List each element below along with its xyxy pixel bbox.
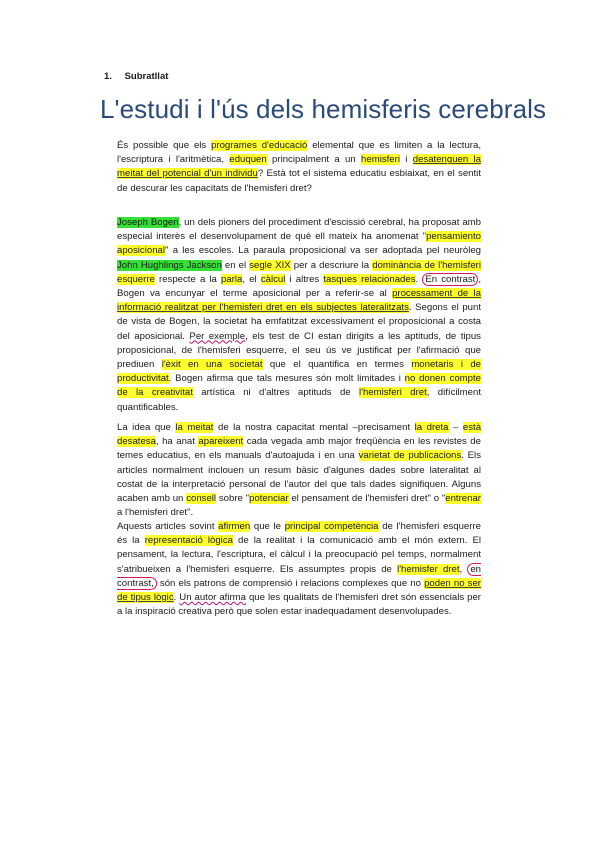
marked-text: l'èxit en una societat: [161, 359, 263, 371]
text-run: ? Està tot el sistema educatiu esbiaixat, en el sentit de descurar les capacitats de l'hemisferi dret?: [117, 168, 481, 194]
marked-text: l'hemisferi dret: [359, 387, 427, 399]
text-run: elemental que es limiten a la lectura, l'escriptura i l'aritmètica,: [117, 140, 482, 166]
text-run: i altres: [285, 273, 324, 285]
text-run: , els test de CI estan dirigits a les aptituds, de tipus proposicional, de l'hemisferi esquerre, el seu ús ve justificat per l'afirmació que prediuen: [117, 330, 481, 371]
text-run: per a descriure la: [290, 259, 373, 271]
text-run: sobre ": [216, 493, 250, 505]
marked-text: en contrast,: [117, 563, 481, 589]
marked-text: poden no ser de tipus lògic: [117, 577, 481, 604]
text-run: i: [399, 154, 413, 166]
marked-text: processament de la informació realitzat per l'hemisferi dret en els subjectes lateralitzats: [117, 288, 481, 314]
text-run: .: [173, 592, 180, 604]
marked-text: desatenguen la meitat del potencial d'un individu: [117, 154, 481, 180]
text-run: . Bogen afirma que tals mesures són molt limitades i: [168, 373, 405, 385]
marked-text: no donen compte de la creativitat: [117, 373, 481, 399]
document-title: L'estudi i l'ús dels hemisferis cerebrals: [100, 94, 547, 124]
marked-text: la meitat: [175, 422, 214, 433]
marked-text: principal competència: [284, 521, 379, 532]
marked-text: parla: [221, 273, 243, 285]
marked-text: potenciar: [249, 493, 289, 505]
text-run: són els patrons de comprensió i relacions complexes que no: [156, 577, 425, 589]
marked-text: apareixent: [198, 436, 244, 448]
text-run: La idea que: [117, 422, 176, 433]
paragraph: [117, 216, 481, 415]
marked-text: Per exemple: [189, 330, 246, 342]
marked-text: entrenar: [445, 493, 481, 505]
marked-text: dominància de l'hemisferi esquerre: [117, 259, 481, 285]
marked-text: segle XIX: [249, 259, 291, 271]
text-run: –: [448, 422, 463, 433]
text-run: en el: [221, 259, 250, 271]
marked-text: programes d'educació: [211, 140, 308, 151]
text-run: , difícilment quantificables.: [117, 387, 481, 413]
text-run: , ha anat: [155, 436, 199, 448]
text-run: cada vegada amb major freqüència en les revistes de temes educatius, en els manuals d'autoajuda i en una: [117, 436, 481, 462]
section-number: 1.: [104, 71, 112, 82]
marked-text: eduquen: [229, 154, 267, 166]
text-run: , un dels pioners del procediment d'escissió cerebral, ha proposat amb especial interès el desenvolupament de què ell mateix ha anomenat ": [117, 217, 482, 243]
marked-text: John Hughlings Jackson: [117, 259, 222, 271]
marked-text: afirmen: [218, 521, 251, 532]
marked-text: varietat de publicacions: [358, 450, 462, 462]
section-heading: [104, 71, 168, 82]
text-run: És possible que els: [117, 140, 212, 151]
marked-text: tasques relacionades: [323, 273, 416, 285]
marked-text: hemisferi: [361, 154, 400, 166]
marked-text: consell: [186, 493, 217, 505]
text-run: que les qualitats de l'hemisferi dret són essencials per a la inspiració creativa però que solen estar inadequadament desenvolupades.: [117, 592, 481, 618]
text-run: el pensament de l'hemisferi dret" o ": [288, 493, 446, 505]
text-run: , Bogen va encunyar el terme aposicional per a referir-se al: [117, 273, 482, 300]
marked-text: monetaris i de productivitat: [117, 359, 481, 385]
text-run: artística ni d'altres aptituds de: [192, 387, 359, 399]
text-run: Aquests articles sovint: [117, 521, 219, 532]
paragraph: [117, 520, 481, 619]
marked-text: està desatesa: [117, 422, 482, 448]
text-run: que le: [250, 521, 285, 532]
text-run: respecte a la: [154, 273, 222, 285]
marked-text: Un autor afirma: [179, 592, 246, 604]
paragraph: [117, 139, 481, 196]
marked-text: pensamiento aposicional: [117, 231, 481, 257]
section-label: Subratllat: [124, 71, 169, 82]
marked-text: càlcul: [260, 273, 286, 285]
text-run: . Els articles normalment inclouen un resum bàsic d'algunes dades sobre lateralitat al costat de la interpretació personal de l'autor del que tals dades signifiquen. Alguns acaben amb un: [117, 450, 481, 505]
text-run: a l'hemisferi dret".: [117, 507, 194, 519]
paragraph: [117, 421, 481, 520]
text-run: ,: [459, 563, 468, 575]
text-run: principalment a un: [266, 154, 362, 166]
text-run: que el quantifica en termes: [262, 359, 412, 371]
text-run: de la realitat i la comunicació amb el món extern. El pensament, la lectura, l'escriptura, el càlcul i la preocupació pel temps, normalment s'atribueixen a l'hemisferi esquerre. Els assumptes propis de: [117, 535, 481, 575]
text-run: . Segons el punt de vista de Bogen, la societat ha emfatitzat excessivament el proposicional a costa del aposicional.: [117, 302, 482, 342]
text-run: , el: [242, 273, 261, 285]
text-run: " a les escoles. La paraula proposicional va ser adoptada pel neuròleg: [165, 245, 481, 257]
marked-text: l'hemisfer dret: [397, 563, 460, 575]
marked-text: Joseph Bogen: [117, 217, 179, 228]
marked-text: En contrast: [422, 273, 478, 286]
text-run: .: [415, 273, 423, 285]
text-run: de la nostra capacitat mental –precisament: [213, 422, 415, 433]
marked-text: la dreta: [414, 422, 449, 433]
marked-text: representació lògica: [144, 535, 233, 547]
text-run: de l'hemisferi esquerre és la: [117, 521, 481, 547]
